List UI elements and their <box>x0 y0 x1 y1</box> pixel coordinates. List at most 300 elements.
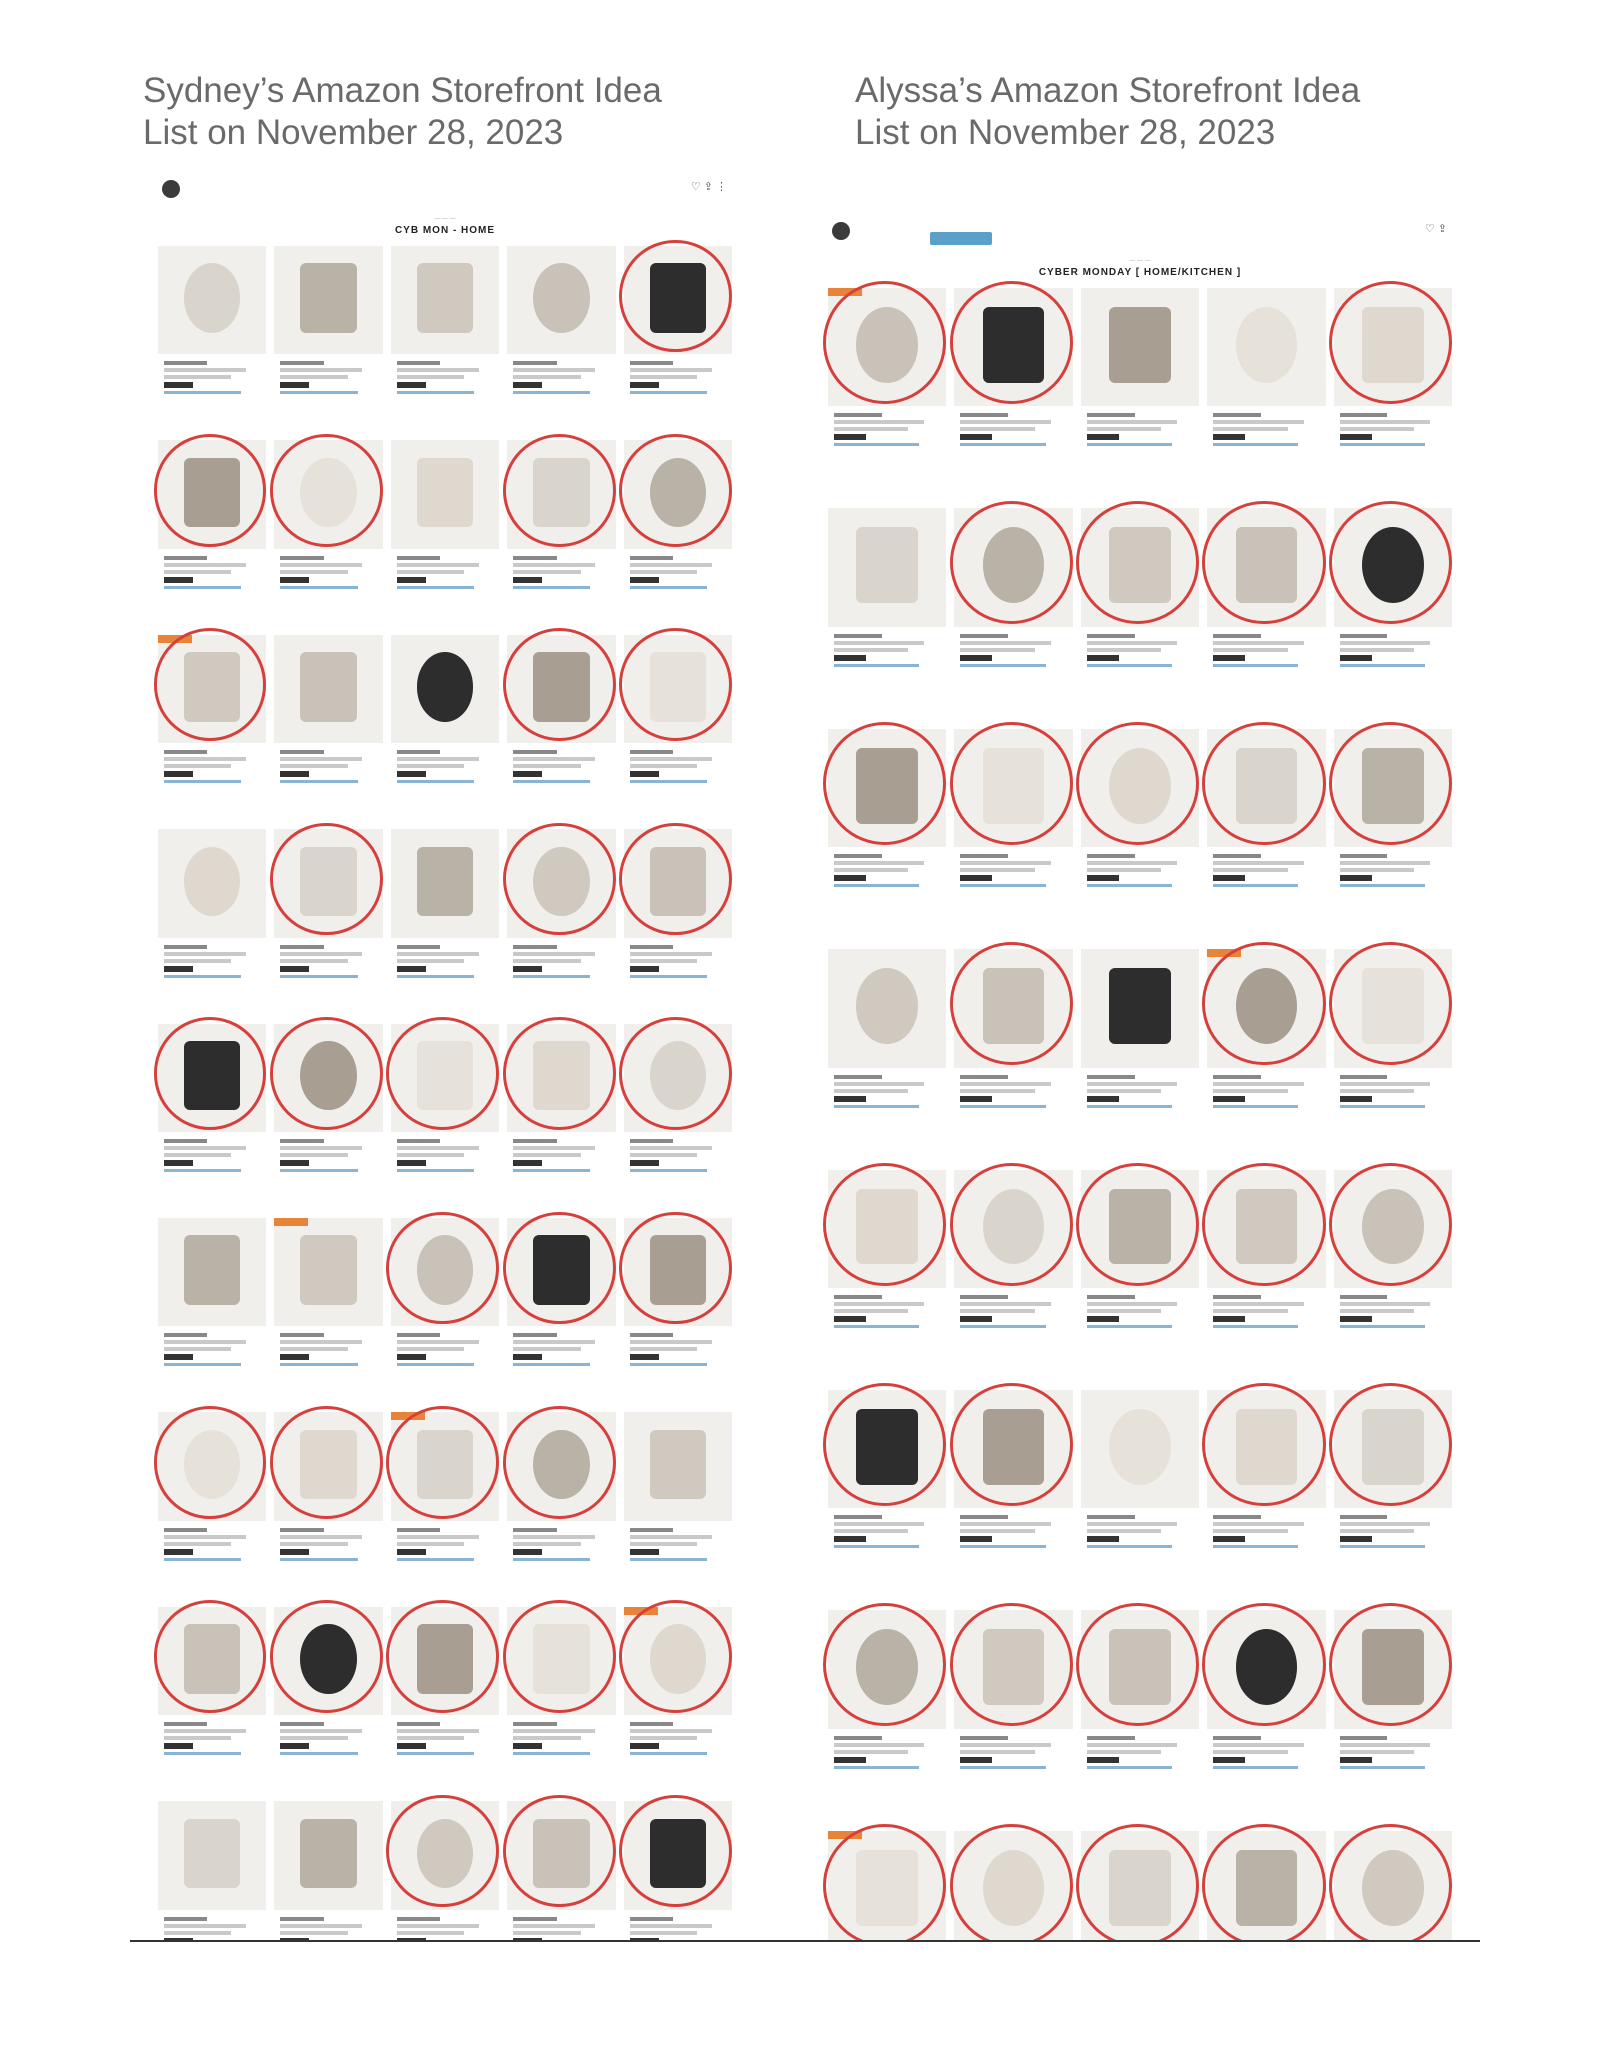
product-card[interactable] <box>274 829 382 1023</box>
product-card[interactable] <box>954 1610 1072 1830</box>
product-info <box>624 938 732 1024</box>
product-image[interactable] <box>1207 729 1325 847</box>
product-image[interactable] <box>391 246 499 354</box>
product-card[interactable] <box>158 1801 266 1940</box>
prime-delivery-line <box>1087 1545 1172 1548</box>
product-title-line <box>397 1347 464 1351</box>
product-image[interactable] <box>391 829 499 937</box>
product-image[interactable] <box>1334 1390 1452 1508</box>
product-image[interactable] <box>624 1412 732 1520</box>
product-card[interactable] <box>624 440 732 634</box>
product-title-line <box>513 959 580 963</box>
product-title-line <box>280 1729 362 1733</box>
product-card[interactable] <box>1081 288 1199 508</box>
product-info <box>1207 1068 1325 1170</box>
product-image[interactable] <box>507 1607 615 1715</box>
product-image[interactable] <box>1081 1610 1199 1728</box>
product-image[interactable] <box>391 1412 499 1520</box>
prime-delivery-line <box>164 975 241 978</box>
product-image[interactable] <box>624 1801 732 1909</box>
product-image[interactable] <box>954 508 1072 626</box>
product-card[interactable] <box>954 949 1072 1169</box>
product-card[interactable] <box>828 1390 946 1610</box>
product-photo <box>1362 1189 1424 1265</box>
product-image[interactable] <box>954 1610 1072 1728</box>
product-card[interactable] <box>158 1412 266 1606</box>
product-image[interactable] <box>954 1170 1072 1288</box>
product-image[interactable] <box>828 288 946 406</box>
product-image[interactable] <box>1081 288 1199 406</box>
product-card[interactable] <box>391 635 499 829</box>
product-info <box>624 1715 732 1801</box>
product-image[interactable] <box>1207 1170 1325 1288</box>
prime-delivery-line <box>960 1545 1045 1548</box>
product-card[interactable] <box>507 1024 615 1218</box>
product-brand <box>960 413 1008 417</box>
product-card[interactable] <box>391 246 499 440</box>
product-info <box>391 354 499 440</box>
product-card[interactable] <box>391 1412 499 1606</box>
product-card[interactable] <box>158 635 266 829</box>
product-info <box>507 1521 615 1607</box>
product-card[interactable] <box>624 1024 732 1218</box>
product-card[interactable] <box>274 246 382 440</box>
product-title-line <box>280 563 362 567</box>
product-image[interactable] <box>391 1218 499 1326</box>
product-image[interactable] <box>507 829 615 937</box>
product-card[interactable] <box>1334 1170 1452 1390</box>
product-image[interactable] <box>624 1024 732 1132</box>
prime-delivery-line <box>164 1363 241 1366</box>
product-brand <box>834 1736 882 1740</box>
product-card[interactable] <box>1334 508 1452 728</box>
product-photo <box>856 1189 918 1265</box>
product-image[interactable] <box>1334 288 1452 406</box>
product-image[interactable] <box>158 1412 266 1520</box>
product-image[interactable] <box>274 1412 382 1520</box>
product-info <box>391 1715 499 1801</box>
product-card[interactable] <box>274 635 382 829</box>
product-price <box>630 1743 659 1749</box>
prime-delivery-line <box>513 1363 590 1366</box>
product-image[interactable] <box>158 1607 266 1715</box>
product-card[interactable] <box>1334 288 1452 508</box>
product-brand <box>960 1075 1008 1079</box>
product-image[interactable] <box>624 1218 732 1326</box>
product-photo <box>184 1819 240 1888</box>
product-photo <box>533 458 589 527</box>
prime-delivery-line <box>1213 443 1298 446</box>
header-actions <box>1425 222 1450 235</box>
more-icon[interactable]: ⋮ <box>716 181 730 193</box>
product-card[interactable] <box>1081 949 1199 1169</box>
product-image[interactable] <box>507 246 615 354</box>
product-price <box>1340 1536 1372 1542</box>
product-image[interactable] <box>274 829 382 937</box>
product-image[interactable] <box>954 288 1072 406</box>
product-image[interactable] <box>624 440 732 548</box>
product-image[interactable] <box>1081 729 1199 847</box>
product-info <box>828 847 946 949</box>
product-title-line <box>630 1729 712 1733</box>
product-photo <box>184 1624 240 1693</box>
product-card[interactable] <box>624 1218 732 1412</box>
product-card[interactable] <box>828 1610 946 1830</box>
product-image[interactable] <box>828 1170 946 1288</box>
product-image[interactable] <box>1207 288 1325 406</box>
product-card[interactable] <box>158 440 266 634</box>
product-info <box>274 743 382 829</box>
product-title-line <box>960 641 1050 645</box>
product-card[interactable] <box>391 1024 499 1218</box>
product-image[interactable] <box>624 1607 732 1715</box>
product-card[interactable] <box>1207 1610 1325 1830</box>
product-card[interactable] <box>507 1412 615 1606</box>
product-image[interactable] <box>391 440 499 548</box>
list-title: CYB MON - HOME <box>394 225 496 236</box>
product-card[interactable] <box>1207 1390 1325 1610</box>
product-image[interactable] <box>507 1412 615 1520</box>
product-price <box>834 1757 866 1763</box>
product-image[interactable] <box>954 1390 1072 1508</box>
product-card[interactable] <box>624 635 732 829</box>
product-card[interactable] <box>954 508 1072 728</box>
product-brand <box>834 634 882 638</box>
product-image[interactable] <box>954 1831 1072 1940</box>
product-photo <box>650 458 706 527</box>
product-image[interactable] <box>158 246 266 354</box>
product-brand <box>513 1333 556 1337</box>
product-brand <box>1340 1515 1388 1519</box>
prime-delivery-line <box>960 443 1045 446</box>
product-photo <box>650 1235 706 1304</box>
product-card[interactable] <box>1081 508 1199 728</box>
product-image[interactable] <box>1334 949 1452 1067</box>
product-photo <box>300 263 356 332</box>
product-image[interactable] <box>391 635 499 743</box>
prime-delivery-line <box>1340 1105 1425 1108</box>
heart-icon[interactable]: ♡ <box>1424 223 1438 235</box>
product-title-line <box>1340 420 1430 424</box>
product-brand <box>1340 413 1388 417</box>
product-photo <box>650 263 706 332</box>
product-price <box>280 1354 309 1360</box>
product-image[interactable] <box>507 1024 615 1132</box>
product-image[interactable] <box>1207 1831 1325 1940</box>
product-price <box>280 577 309 583</box>
product-image[interactable] <box>624 635 732 743</box>
follow-button[interactable] <box>930 232 992 245</box>
product-card[interactable] <box>158 1024 266 1218</box>
product-card[interactable] <box>624 246 732 440</box>
product-title-line <box>513 1153 580 1157</box>
product-image[interactable] <box>1207 1390 1325 1508</box>
product-card[interactable] <box>1081 1831 1199 1940</box>
product-image[interactable] <box>507 1218 615 1326</box>
product-card[interactable] <box>828 949 946 1169</box>
product-image[interactable] <box>828 508 946 626</box>
product-card[interactable] <box>1334 1831 1452 1940</box>
product-photo <box>650 1624 706 1693</box>
product-price <box>513 1743 542 1749</box>
product-title-line <box>280 1146 362 1150</box>
product-image[interactable] <box>828 949 946 1067</box>
product-title-line <box>960 427 1034 431</box>
share-icon[interactable]: ⇪ <box>703 181 716 193</box>
product-image[interactable] <box>1334 1831 1452 1940</box>
product-image[interactable] <box>1207 1610 1325 1728</box>
product-info <box>507 1326 615 1412</box>
product-card[interactable] <box>624 1412 732 1606</box>
prime-delivery-line <box>834 1766 919 1769</box>
prime-delivery-line <box>1087 664 1172 667</box>
product-info <box>1081 1508 1199 1610</box>
product-image[interactable] <box>828 1610 946 1728</box>
product-photo <box>983 307 1045 383</box>
product-info <box>1334 1288 1452 1390</box>
product-card[interactable] <box>954 1170 1072 1390</box>
product-card[interactable] <box>1207 508 1325 728</box>
heart-icon[interactable]: ♡ <box>690 181 704 193</box>
product-card[interactable] <box>274 1024 382 1218</box>
product-card[interactable] <box>624 1801 732 1940</box>
product-card[interactable] <box>507 1607 615 1801</box>
product-card[interactable] <box>624 1607 732 1801</box>
product-card[interactable] <box>274 1412 382 1606</box>
product-photo <box>300 847 356 916</box>
product-card[interactable] <box>1334 949 1452 1169</box>
product-price <box>1213 1316 1245 1322</box>
product-card[interactable] <box>1207 729 1325 949</box>
product-card[interactable] <box>828 508 946 728</box>
product-price <box>1087 1757 1119 1763</box>
product-image[interactable] <box>274 1024 382 1132</box>
product-photo <box>983 1409 1045 1485</box>
product-photo <box>533 1430 589 1499</box>
product-info <box>624 1132 732 1218</box>
avatar[interactable] <box>162 180 180 198</box>
product-card[interactable] <box>1207 949 1325 1169</box>
product-image[interactable] <box>1334 1170 1452 1288</box>
product-image[interactable] <box>274 635 382 743</box>
avatar[interactable] <box>832 222 850 240</box>
product-image[interactable] <box>1081 1831 1199 1940</box>
product-card[interactable] <box>828 1170 946 1390</box>
product-photo <box>184 263 240 332</box>
product-image[interactable] <box>1334 729 1452 847</box>
product-title-line <box>834 1089 908 1093</box>
product-image[interactable] <box>954 949 1072 1067</box>
product-image[interactable] <box>507 635 615 743</box>
product-title-line <box>397 959 464 963</box>
product-title-line <box>1213 427 1287 431</box>
product-title-line <box>630 959 697 963</box>
product-image[interactable] <box>1081 1170 1199 1288</box>
product-price <box>1213 1096 1245 1102</box>
share-icon[interactable]: ⇪ <box>1437 223 1450 235</box>
product-price <box>834 1536 866 1542</box>
product-photo <box>300 1430 356 1499</box>
product-title-line <box>164 1347 231 1351</box>
product-card[interactable] <box>391 1607 499 1801</box>
prime-delivery-line <box>1340 884 1425 887</box>
deal-badge <box>274 1218 308 1226</box>
product-card[interactable] <box>507 246 615 440</box>
product-card[interactable] <box>954 288 1072 508</box>
prime-delivery-line <box>834 1105 919 1108</box>
product-image[interactable] <box>954 729 1072 847</box>
right-heading-line2: List on November 28, 2023 <box>855 113 1276 152</box>
product-card[interactable] <box>954 1390 1072 1610</box>
product-title-line <box>834 868 908 872</box>
product-card[interactable] <box>507 1801 615 1940</box>
product-card[interactable] <box>828 729 946 949</box>
product-title-line <box>1213 868 1287 872</box>
product-card[interactable] <box>1081 729 1199 949</box>
product-brand <box>1213 1075 1261 1079</box>
product-card[interactable] <box>507 829 615 1023</box>
product-title-line <box>280 1340 362 1344</box>
product-info <box>1334 406 1452 508</box>
product-card[interactable] <box>507 440 615 634</box>
product-image[interactable] <box>158 829 266 937</box>
product-image[interactable] <box>274 1218 382 1326</box>
product-brand <box>280 1139 323 1143</box>
product-card[interactable] <box>274 1607 382 1801</box>
product-card[interactable] <box>274 1218 382 1412</box>
prime-delivery-line <box>960 664 1045 667</box>
product-image[interactable] <box>828 1390 946 1508</box>
product-brand <box>1213 634 1261 638</box>
product-info <box>1207 627 1325 729</box>
product-title-line <box>164 1535 246 1539</box>
product-card[interactable] <box>391 829 499 1023</box>
product-image[interactable] <box>274 1801 382 1909</box>
product-title-line <box>1087 1309 1161 1313</box>
product-card[interactable] <box>274 1801 382 1940</box>
product-brand <box>280 361 323 365</box>
product-card[interactable] <box>1081 1610 1199 1830</box>
product-image[interactable] <box>158 1024 266 1132</box>
product-title-line <box>834 1750 908 1754</box>
product-image[interactable] <box>158 1218 266 1326</box>
product-brand <box>280 1917 323 1921</box>
product-price <box>513 771 542 777</box>
product-image[interactable] <box>158 440 266 548</box>
product-card[interactable] <box>507 1218 615 1412</box>
product-info <box>391 1132 499 1218</box>
product-photo <box>1362 968 1424 1044</box>
product-card[interactable] <box>1334 729 1452 949</box>
product-info <box>1081 847 1199 949</box>
product-card[interactable] <box>507 635 615 829</box>
product-card[interactable] <box>1081 1170 1199 1390</box>
product-card[interactable] <box>158 1218 266 1412</box>
product-image[interactable] <box>1081 1390 1199 1508</box>
product-brand <box>1213 1736 1261 1740</box>
product-info <box>1334 1729 1452 1831</box>
product-image[interactable] <box>828 729 946 847</box>
product-photo <box>1236 1409 1298 1485</box>
product-card[interactable] <box>1334 1390 1452 1610</box>
product-card[interactable] <box>954 1831 1072 1940</box>
product-card[interactable] <box>1207 1831 1325 1940</box>
product-image[interactable] <box>158 1801 266 1909</box>
product-card[interactable] <box>391 1801 499 1940</box>
product-image[interactable] <box>274 246 382 354</box>
product-price <box>834 655 866 661</box>
product-image[interactable] <box>1207 508 1325 626</box>
product-image[interactable] <box>391 1801 499 1909</box>
product-image[interactable] <box>507 1801 615 1909</box>
prime-delivery-line <box>513 586 590 589</box>
product-title-line <box>1213 1750 1287 1754</box>
prime-delivery-line <box>280 1169 357 1172</box>
product-title-line <box>834 1309 908 1313</box>
product-card[interactable] <box>391 1218 499 1412</box>
left-heading-line1: Sydney’s Amazon Storefront Idea <box>143 71 662 110</box>
product-card[interactable] <box>1207 288 1325 508</box>
prime-delivery-line <box>280 586 357 589</box>
product-image[interactable] <box>158 635 266 743</box>
product-brand <box>960 634 1008 638</box>
product-card[interactable] <box>624 829 732 1023</box>
product-image[interactable] <box>391 1607 499 1715</box>
product-brand <box>1087 634 1135 638</box>
deal-badge <box>828 1831 862 1839</box>
deal-badge <box>391 1412 425 1420</box>
product-card[interactable] <box>1081 1390 1199 1610</box>
product-price <box>1087 434 1119 440</box>
product-image[interactable] <box>1207 949 1325 1067</box>
product-card[interactable] <box>391 440 499 634</box>
product-image[interactable] <box>391 1024 499 1132</box>
product-price <box>960 1096 992 1102</box>
product-card[interactable] <box>274 440 382 634</box>
product-brand <box>513 1139 556 1143</box>
product-title-line <box>630 1931 697 1935</box>
product-image[interactable] <box>1334 508 1452 626</box>
product-title-line <box>513 570 580 574</box>
product-photo <box>856 307 918 383</box>
product-photo <box>1236 307 1298 383</box>
product-image[interactable] <box>624 246 732 354</box>
product-title-line <box>834 427 908 431</box>
product-brand <box>164 750 207 754</box>
product-image[interactable] <box>1334 1610 1452 1728</box>
product-image[interactable] <box>828 1831 946 1940</box>
product-card[interactable] <box>828 1831 946 1940</box>
product-card[interactable] <box>828 288 946 508</box>
product-card[interactable] <box>1207 1170 1325 1390</box>
product-card[interactable] <box>158 246 266 440</box>
product-image[interactable] <box>624 829 732 937</box>
product-card[interactable] <box>158 829 266 1023</box>
product-image[interactable] <box>1081 508 1199 626</box>
product-image[interactable] <box>1081 949 1199 1067</box>
product-info <box>391 1326 499 1412</box>
product-title-line <box>280 1736 347 1740</box>
product-photo <box>983 1629 1045 1705</box>
product-title-line <box>280 1931 347 1935</box>
product-title-line <box>1213 641 1303 645</box>
product-image[interactable] <box>274 440 382 548</box>
product-card[interactable] <box>1334 1610 1452 1830</box>
product-card[interactable] <box>954 729 1072 949</box>
product-image[interactable] <box>507 440 615 548</box>
product-card[interactable] <box>158 1607 266 1801</box>
product-image[interactable] <box>274 1607 382 1715</box>
